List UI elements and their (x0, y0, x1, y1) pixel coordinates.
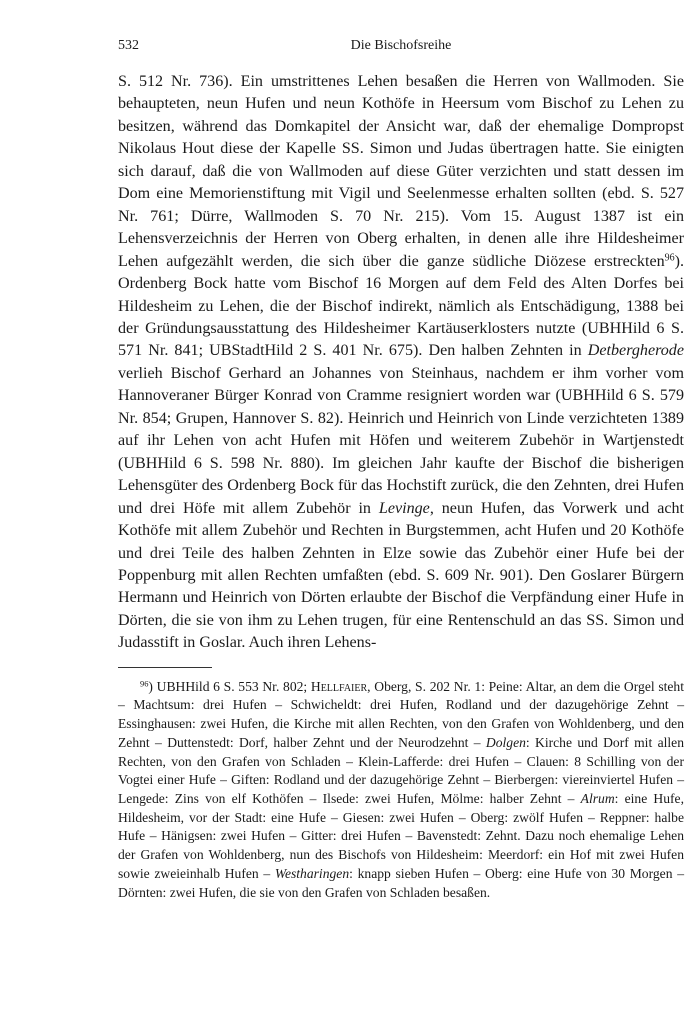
page-number: 532 (118, 38, 139, 53)
place-name-levinge: Levinge (378, 499, 430, 517)
running-head (118, 38, 684, 60)
footnotes (118, 678, 684, 902)
place-name-detbergherode: Detbergherode (587, 342, 684, 360)
body-text-1: S. 512 Nr. 736). Ein umstrittenes Lehen besaßen die Herren von Wallmoden. Sie behaupteten, neun Hufen und neun Kothöfe in Heersum vom Bischof zu Lehen zu besitzen, während das Domkapitel der Ansicht war, daß der ehemalige Dompropst Nikolaus Hout diese der Kapelle SS. Simon und Judas übertragen hatte. Sie einigten sich darauf, daß die von Wallmoden auf diese Güter verzichten und statt dessen im Dom eine Memorienstiftung mit Vigil und Seelenmesse erhalten sollten (ebd. S. 527 Nr. 761; Dürre, Wallmoden S. 70 Nr. 215). Vom 15. August 1387 ist ein Lehensverzeichnis der Herren von Oberg erhalten, in denen alle ihre Hildesheimer Lehen aufgezählt werden, die sich über die ganze südliche Diözese erstreckten (118, 73, 684, 270)
footnote-mark: 96 (140, 678, 149, 689)
footnote-reference: 96 (664, 252, 675, 264)
footnote-text-2: , Oberg, S. 202 Nr. 1: Peine: Altar, an dem die Orgel steht – Machtsum: drei Hufen – Schwicheldt: drei Hufen, Rodland und der dazugehörige Zehnt – Essinghausen: zwei Hufen, die Kirche mit allen Rechten, von den Grafen von Wohldenberg, und den Zehnt – Duttenstedt: Dorf, halber Zehnt und der Neurodzehnt – (118, 678, 684, 750)
footnote-rule (118, 667, 212, 668)
body-paragraph (118, 71, 684, 655)
footnote-text-4: : eine Hufe, Hildesheim, vor der Stadt: eine Hufe – Giesen: zwei Hufen – Oberg: zwölf Hufen – Reppner: halbe Hufe – Hänigsen: zwei Hufen – Gitter: drei Hufen – Bavenstedt: Zehnt. Dazu noch ehemalige Lehen der Grafen von Wohldenberg, nun des Bischofs von Hildesheim: Meerdorf: ein Hof mit zwei Hufen sowie zweieinhalb Hufen – (118, 791, 684, 881)
footnote-96 (118, 678, 684, 902)
footnote-text-5: : knapp sieben Hufen – Oberg: eine Hufe von 30 Morgen – Dörnten: zwei Hufen, die sie von den Grafen von Schladen besaßen. (118, 865, 684, 900)
footnote-author: Hellfaier (310, 678, 368, 694)
body-text-3: verlieh Bischof Gerhard an Johannes von Steinhaus, nachdem er ihm vorher vom Hannoveraner Bürger Konrad von Cramme resigniert worden war (UBHHild 6 S. 579 Nr. 854; Grupen, Hannover S. 82). Heinrich und Heinrich von Linde verzichteten 1389 auf ihr Lehen von acht Hufen mit Höfen und weiterem Zubehör in Wartjenstedt (UBHHild 6 S. 598 Nr. 880). Im gleichen Jahr kaufte der Bischof die bisherigen Lehensgüter des Ordenberg Bock für das Hochstift zurück, die den Zehnten, drei Hufen und drei Höfe mit allem Zubehör in (118, 364, 684, 517)
body-text-2: ). Ordenberg Bock hatte vom Bischof 16 Morgen auf dem Feld des Alten Dorfes bei Hildesheim zu Lehen, die der Bischof indirekt, nämlich als Entschädigung, 1388 bei der Gründungsausstattung des Hildesheimer Kartäuserklosters nutzte (UBHHild 6 S. 571 Nr. 841; UBStadtHild 2 S. 401 Nr. 675). Den halben Zehnten in (118, 252, 684, 360)
running-title: Die Bischofsreihe (350, 38, 452, 53)
book-page (118, 38, 684, 902)
footnote-place-dolgen: Dolgen (485, 734, 526, 750)
body-text-4: , neun Hufen, das Vorwerk und acht Kothöfe mit allem Zubehör und Rechten in Burgstemmen, acht Hufen und 20 Kothöfe und drei Teile des halben Zehnten in Elze sowie das Zubehör einer Hufe bei der Poppenburg mit allen Rechten umfaßten (ebd. S. 609 Nr. 901). Den Goslarer Bürgern Hermann und Heinrich von Dörten erlaubte der Bischof die Verpfändung einer Hufe in Dörten, die sie von ihm zu Lehen trugen, für eine Rentenschuld an das SS. Simon und Judasstift in Goslar. Auch ihren Lehens- (118, 499, 684, 652)
footnote-text-3: : Kirche und Dorf mit allen Rechten, von den Grafen von Schladen – Klein-Lafferde: drei Hufen – Clauen: 8 Schilling von der Vogtei einer Hufe – Giften: Rodland und der dazugehörige Zehnt – Bierbergen: viereinviertel Hufen – Lengede: Zins von elf Kothöfen – Ilsede: zwei Hufen, Mölme: halber Zehnt – (118, 734, 684, 806)
footnote-place-westharingen: Westharingen (274, 865, 350, 881)
main-text (118, 71, 684, 655)
footnote-place-alrum: Alrum (580, 791, 615, 806)
footnote-text-1: ) UBHHild 6 S. 553 Nr. 802; (148, 678, 311, 694)
